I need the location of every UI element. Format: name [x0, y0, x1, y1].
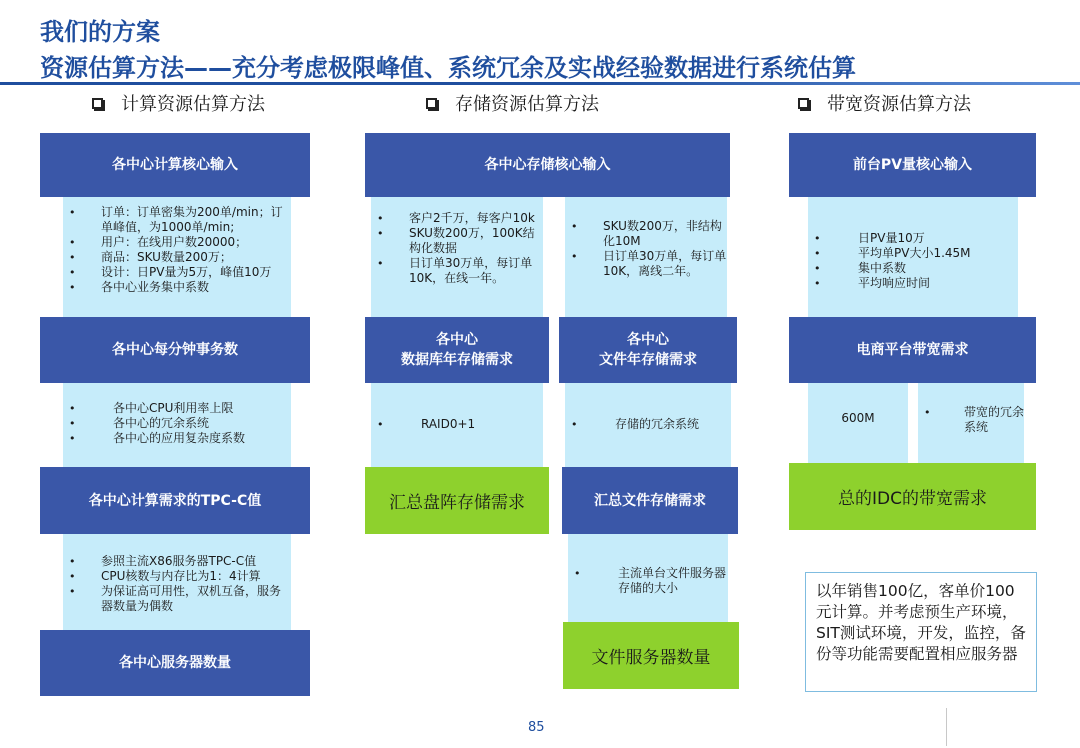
- list-item: • SKU数200万，非结构化10M: [565, 219, 727, 249]
- bandwidth-redundancy-list: [918, 405, 1024, 435]
- compute-input-list: [63, 205, 291, 295]
- section-storage: [426, 90, 599, 116]
- page-title: 我们的方案: [40, 18, 160, 46]
- storage-array-total-box: 汇总盘阵存储需求: [365, 467, 549, 534]
- storage-db-panel: [371, 383, 543, 467]
- list-item: • 日订单30万单，每订单10K，在线一年。: [371, 256, 543, 286]
- list-item: • 各中心CPU利用率上限: [63, 401, 291, 416]
- compute-tpm-panel: [63, 383, 291, 467]
- list-item: • 用户：在线用户数20000；: [63, 235, 291, 250]
- storage-db-annual-box: 各中心 数据库年存储需求: [365, 317, 549, 383]
- list-item: • 订单：订单密集为200单/min；订单峰值，为1000单/min;: [63, 205, 291, 235]
- list-item: • 平均单PV大小1.45M: [808, 246, 1018, 261]
- checkbox-icon: [798, 98, 809, 109]
- compute-tpcc-list: [63, 554, 291, 614]
- storage-file-list: [565, 417, 731, 432]
- section-bandwidth-label: 带宽资源估算方法: [827, 94, 971, 115]
- storage-file-panel: [565, 383, 731, 467]
- list-item: • 平均响应时间: [808, 276, 1018, 291]
- storage-input-list-left: [371, 211, 543, 286]
- compute-tpcc-box: 各中心计算需求的TPC-C值: [40, 467, 310, 534]
- storage-file-total-box: 汇总文件存储需求: [562, 467, 738, 534]
- section-storage-label: 存储资源估算方法: [455, 94, 599, 115]
- bandwidth-core-input-box: 前台PV量核心输入: [789, 133, 1036, 197]
- storage-db-list: [371, 417, 543, 432]
- list-item: • 主流单台文件服务器存储的大小: [568, 566, 728, 596]
- list-item: • 日PV量10万: [808, 231, 1018, 246]
- page-subtitle: 资源估算方法——充分考虑极限峰值、系统冗余及实战经验数据进行系统估算: [40, 54, 856, 82]
- compute-core-input-box: 各中心计算核心输入: [40, 133, 310, 197]
- compute-tpcc-panel: [63, 534, 291, 630]
- storage-file-server-panel: [568, 534, 728, 622]
- checkbox-icon: [426, 98, 437, 109]
- footer-divider: [946, 708, 947, 746]
- title-rule: [0, 82, 1080, 85]
- list-item: • 商品：SKU数量200万；: [63, 250, 291, 265]
- estimation-note: 以年销售100亿，客单价100元计算。并考虑预生产环境，SIT测试环境，开发，监控，备份等功能需要配置相应服务器: [805, 572, 1037, 692]
- file-server-count-box: 文件服务器数量: [563, 622, 739, 689]
- list-item: • 参照主流X86服务器TPC-C值: [63, 554, 291, 569]
- list-item: • SKU数200万，100K结构化数据: [371, 226, 543, 256]
- list-item: • 各中心的冗余系统: [63, 416, 291, 431]
- list-item: • RAID0+1: [371, 417, 543, 432]
- storage-input-list-right: [565, 219, 727, 279]
- storage-core-input-box: 各中心存储核心输入: [365, 133, 730, 197]
- bandwidth-redundancy-panel: [918, 383, 1024, 463]
- section-bandwidth: [798, 90, 971, 116]
- list-item: • 带宽的冗余系统: [918, 405, 1024, 435]
- storage-file-annual-box: 各中心 文件年存储需求: [559, 317, 737, 383]
- bandwidth-value: 600M: [808, 383, 908, 463]
- bandwidth-input-panel: [808, 197, 1018, 317]
- list-item: • 各中心业务集中系数: [63, 280, 291, 295]
- list-item: • 各中心的应用复杂度系数: [63, 431, 291, 446]
- list-item: • 集中系数: [808, 261, 1018, 276]
- list-item: • CPU核数与内存比为1：4计算: [63, 569, 291, 584]
- section-compute: [92, 90, 265, 116]
- storage-file-server-list: [568, 566, 728, 596]
- bandwidth-demand-box: 电商平台带宽需求: [789, 317, 1036, 383]
- page-number: 85: [528, 720, 545, 735]
- compute-tpm-box: 各中心每分钟事务数: [40, 317, 310, 383]
- list-item: • 为保证高可用性，双机互备，服务器数量为偶数: [63, 584, 291, 614]
- checkbox-icon: [92, 98, 103, 109]
- compute-tpm-list: [63, 401, 291, 446]
- list-item: • 设计：日PV量为5万，峰值10万: [63, 265, 291, 280]
- bandwidth-input-list: [808, 231, 1018, 291]
- section-compute-label: 计算资源估算方法: [121, 94, 265, 115]
- idc-bandwidth-total-box: 总的IDC的带宽需求: [789, 463, 1036, 530]
- compute-input-panel: [63, 197, 291, 317]
- storage-input-panel-left: [371, 197, 543, 317]
- list-item: • 客户2千万，每客户10k: [371, 211, 543, 226]
- storage-input-panel-right: [565, 197, 727, 317]
- list-item: • 日订单30万单，每订单10K，离线二年。: [565, 249, 727, 279]
- compute-server-count-box: 各中心服务器数量: [40, 630, 310, 696]
- list-item: • 存储的冗余系统: [565, 417, 731, 432]
